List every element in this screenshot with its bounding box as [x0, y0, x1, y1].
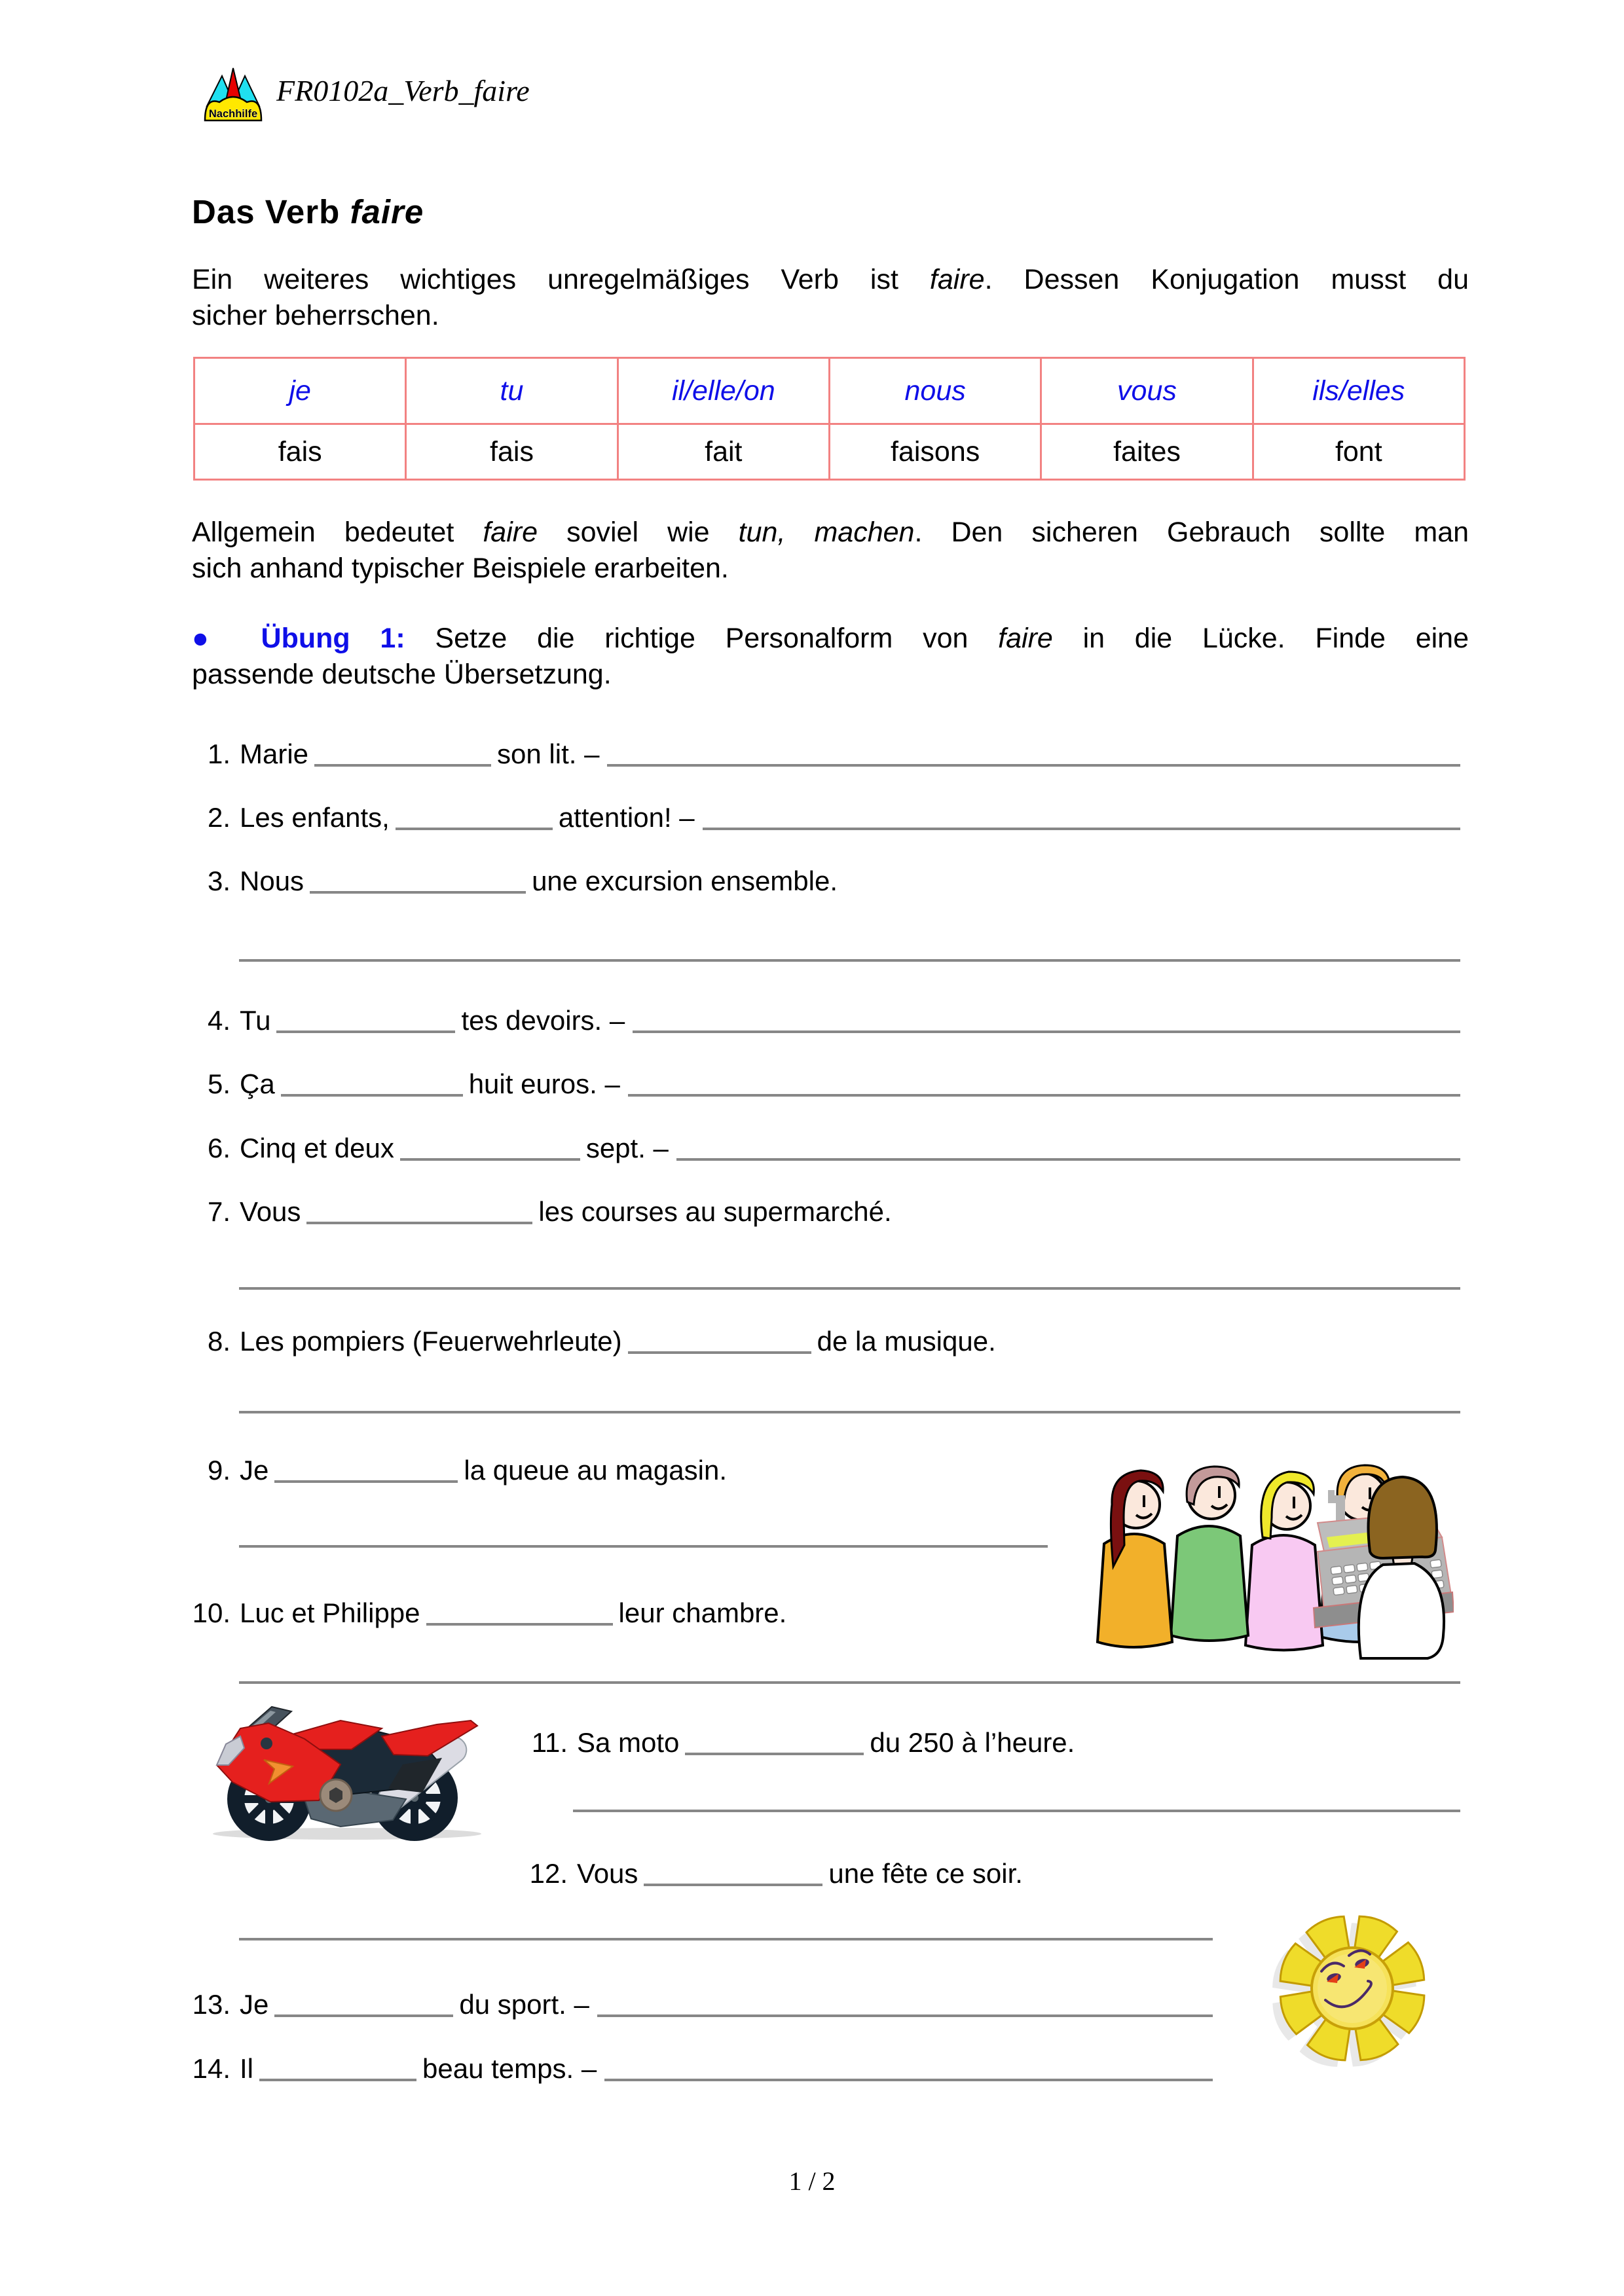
answer-line-2 [239, 1287, 1460, 1290]
item-number: 5. [207, 1068, 231, 1099]
text-run: faire [998, 623, 1053, 654]
item-text: Tu [240, 1005, 271, 1036]
item-number: 12. [529, 1858, 568, 1889]
pronoun-cell: vous [1040, 359, 1251, 423]
conjugation-table [193, 357, 1466, 481]
item-text: sept. – [585, 1133, 669, 1163]
text-run: sicher beherrschen. [192, 300, 439, 331]
fill-in-blank [310, 891, 526, 894]
exercise-item-4 [183, 1005, 1460, 1036]
item-number: 6. [207, 1133, 231, 1163]
text-run: tun, machen [738, 517, 915, 548]
translation-answer-line [604, 2079, 1213, 2081]
paragraph-line [192, 515, 1469, 551]
item-text: Vous [577, 1858, 638, 1889]
item-number: 9. [207, 1455, 231, 1485]
fill-in-blank [276, 1030, 455, 1033]
item-text: Je [240, 1989, 269, 2020]
item-number: 3. [207, 866, 231, 896]
item-text: Cinq et deux [240, 1133, 394, 1163]
translation-answer-line [597, 2014, 1213, 2017]
verb-form-cell: font [1252, 425, 1464, 479]
answer-line-4 [239, 1545, 1048, 1548]
paragraph-line [192, 262, 1469, 298]
exercise-item-7 [183, 1196, 1460, 1228]
text-run: sich anhand typischer Beispiele erarbeiten. [192, 553, 729, 584]
item-text: Les enfants, [240, 802, 390, 833]
fill-in-blank [259, 2079, 416, 2081]
translation-answer-line [633, 1030, 1460, 1033]
queue-illustration [1087, 1439, 1454, 1660]
translation-answer-line [676, 1158, 1460, 1161]
item-text: attention! – [558, 802, 695, 833]
exercise-item-11 [521, 1727, 1460, 1758]
smiling-sun-image [1270, 1908, 1434, 2069]
text-run: . Dessen Konjugation musst du [984, 264, 1469, 295]
item-text: beau temps. – [422, 2053, 597, 2084]
item-text: du 250 à l’heure. [870, 1727, 1075, 1758]
page-number: 1 / 2 [788, 2166, 836, 2196]
translation-answer-line [703, 828, 1460, 830]
sun-illustration [1270, 1908, 1434, 2069]
item-number: 14. [192, 2053, 231, 2084]
pronoun-cell: je [289, 374, 311, 407]
paragraph-line [192, 657, 1469, 693]
item-text: son lit. – [497, 738, 600, 769]
item-number: 4. [207, 1005, 231, 1036]
paragraph-line [192, 551, 1469, 587]
text-run: soviel wie [538, 517, 739, 548]
item-text: Ça [240, 1068, 275, 1099]
verb-form-cell: faites [1040, 425, 1251, 479]
queue-person [1098, 1470, 1172, 1647]
item-text: Vous [240, 1196, 301, 1227]
red-motorcycle-image [206, 1702, 481, 1843]
mountain-logo-icon [202, 65, 265, 123]
text-run: passende deutsche Übersetzung. [192, 659, 612, 690]
pronoun-cell: nous [828, 359, 1040, 423]
document-code: FR0102a_Verb_faire [276, 74, 530, 107]
item-number: 11. [531, 1727, 568, 1758]
item-text: Nous [240, 866, 304, 896]
fill-in-blank [400, 1158, 580, 1161]
text-run: Das Verb [192, 193, 350, 230]
pronoun-cell: ils/elles [1252, 359, 1464, 423]
item-text: une fête ce soir. [828, 1858, 1023, 1889]
item-number: 13. [192, 1989, 231, 2020]
table-body-row [195, 423, 1464, 479]
verb-form-cell: faisons [828, 425, 1040, 479]
pronoun-cell: il/elle/on [617, 359, 828, 423]
paragraph-line [192, 621, 1469, 657]
motorcycle-illustration [206, 1702, 481, 1843]
fill-in-blank [628, 1351, 811, 1354]
item-text: leur chambre. [618, 1597, 787, 1628]
answer-line-6 [573, 1810, 1460, 1812]
exercise-item-3 [183, 866, 1460, 897]
paragraph-line [192, 298, 1469, 334]
item-number: 10. [192, 1597, 231, 1628]
page-title [192, 192, 424, 231]
exercise-item-12 [521, 1858, 1460, 1889]
exercise-item-1 [183, 738, 1460, 770]
queue-person [1246, 1472, 1323, 1650]
text-run: Setze die richtige Personalform von [405, 623, 999, 654]
fill-in-blank [306, 1222, 532, 1224]
verb-form-cell: fais [405, 425, 616, 479]
text-run: Allgemein bedeutet [192, 517, 483, 548]
queue-person [1171, 1467, 1248, 1641]
text-run: faire [350, 193, 424, 230]
nachhilfe-logo [202, 65, 265, 123]
exercise-item-5 [183, 1068, 1460, 1100]
verb-form-cell: fais [278, 435, 322, 467]
item-text: Il [240, 2053, 253, 2084]
translation-answer-line [607, 764, 1460, 767]
queue-at-register-image [1087, 1439, 1454, 1660]
answer-line-1 [239, 959, 1460, 962]
verb-form-cell: fait [617, 425, 828, 479]
text-run: . Den sicheren Gebrauch sollte man [914, 517, 1469, 548]
text-run: Ein weiteres wichtiges unregelmäßiges Verb ist [192, 264, 930, 295]
table-header-row [195, 359, 1464, 423]
item-text: Sa moto [577, 1727, 680, 1758]
item-text: huit euros. – [468, 1068, 620, 1099]
fill-in-blank [396, 828, 553, 830]
item-text: de la musique. [817, 1326, 996, 1357]
text-run: faire [929, 264, 985, 295]
text-run: ● Übung 1: [192, 623, 405, 654]
fill-in-blank [314, 764, 491, 767]
fill-in-blank [274, 2014, 453, 2017]
answer-line-3 [239, 1411, 1460, 1413]
exercise-item-13 [183, 1989, 1213, 2020]
answer-line-7 [239, 1938, 1213, 1941]
exercise-item-8 [183, 1326, 1460, 1357]
pronoun-cell: tu [405, 359, 616, 423]
engine-hub [320, 1779, 352, 1811]
fill-in-blank [274, 1480, 458, 1483]
exercise-item-14 [183, 2053, 1213, 2085]
item-text: Je [240, 1455, 269, 1485]
fill-in-blank [426, 1623, 613, 1626]
item-text: une excursion ensemble. [532, 866, 838, 896]
item-text: Luc et Philippe [240, 1597, 420, 1628]
fill-in-blank [685, 1753, 864, 1755]
item-text: Les pompiers (Feuerwehrleute) [240, 1326, 622, 1357]
item-number: 8. [207, 1326, 231, 1357]
item-text: du sport. – [459, 1989, 589, 2020]
mirror-dot [261, 1738, 272, 1749]
exercise-item-6 [183, 1133, 1460, 1164]
item-number: 7. [207, 1196, 231, 1227]
logo-text: Nachhilfe [208, 108, 258, 120]
item-text: la queue au magasin. [464, 1455, 727, 1485]
item-number: 2. [207, 802, 231, 833]
item-text: Marie [240, 738, 309, 769]
item-text: les courses au supermarché. [538, 1196, 892, 1227]
fill-in-blank [281, 1094, 463, 1097]
item-text: tes devoirs. – [461, 1005, 625, 1036]
text-run: in die Lücke. Finde eine [1052, 623, 1469, 654]
usage-paragraph [192, 515, 1469, 587]
fill-in-blank [644, 1884, 822, 1886]
exercise-item-2 [183, 802, 1460, 833]
intro-paragraph [192, 262, 1469, 334]
text-run: faire [483, 517, 538, 548]
item-number: 1. [207, 738, 231, 769]
translation-answer-line [628, 1094, 1460, 1097]
answer-line-5 [239, 1681, 1460, 1684]
exercise-instructions [192, 621, 1469, 693]
